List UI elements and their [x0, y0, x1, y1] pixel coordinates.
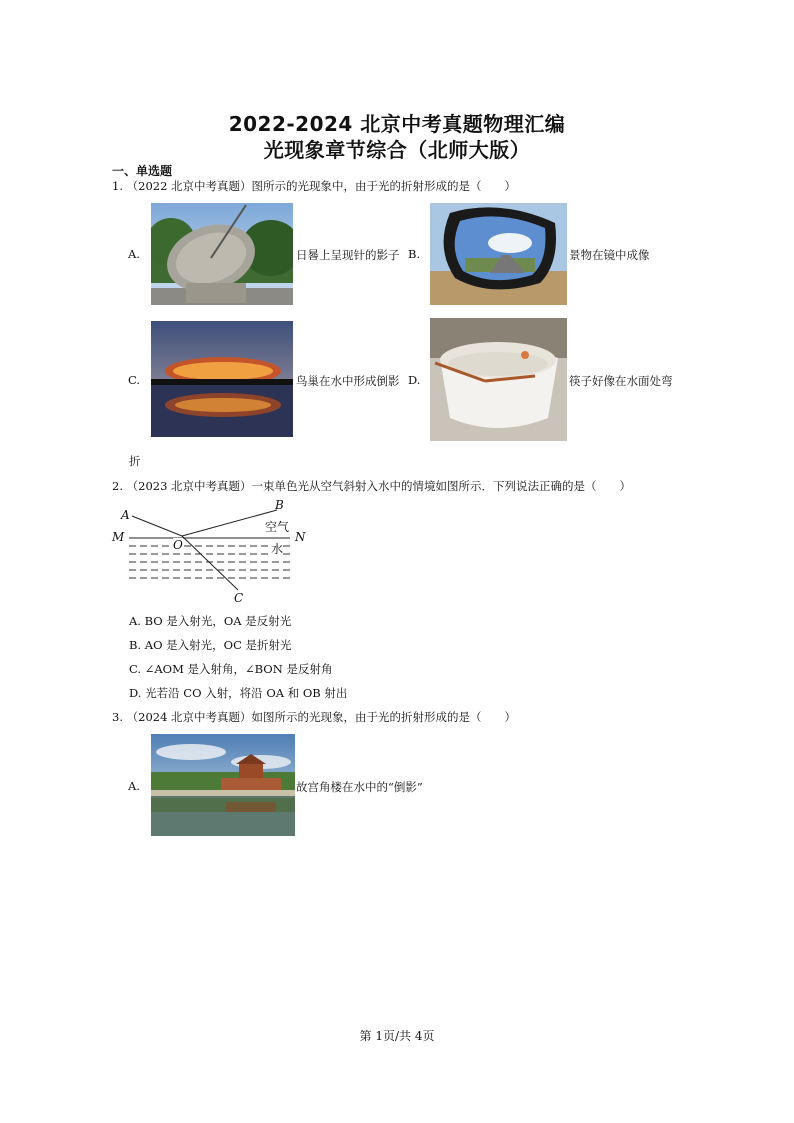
refraction-diagram	[112, 498, 312, 606]
diagram-label-air: 空气	[265, 520, 290, 534]
q1-option-c-letter: C.	[128, 373, 141, 387]
page-title: 2022-2024 北京中考真题物理汇编	[228, 112, 566, 136]
question-1-stem: 1. （2022 北京中考真题）图所示的光现象中，由于光的折射形成的是（ ）	[112, 179, 517, 193]
q3-option-a-letter: A.	[128, 779, 140, 793]
page-subtitle: 光现象章节综合（北师大版）	[263, 138, 531, 162]
diagram-label-c: C	[234, 591, 244, 605]
chopsticks-bowl-image	[430, 318, 567, 441]
car-mirror-image	[430, 203, 567, 305]
forbidden-city-image	[151, 734, 295, 836]
diagram-label-o: O	[173, 538, 183, 552]
q1-option-a-letter: A.	[128, 247, 140, 261]
diagram-label-water: 水	[271, 542, 284, 556]
q3-option-a-text: 故宫角楼在水中的“倒影”	[296, 780, 423, 794]
question-3-stem: 3. （2024 北京中考真题）如图所示的光现象，由于光的折射形成的是（ ）	[112, 710, 517, 724]
q2-option-b: B. AO 是入射光，OC 是折射光	[129, 638, 292, 652]
q2-option-c: C. ∠AOM 是入射角，∠BON 是反射角	[129, 662, 333, 676]
section-heading: 一、单选题	[112, 164, 173, 178]
sundial-image	[151, 203, 293, 305]
q1-option-d-text: 筷子好像在水面处弯	[569, 374, 673, 388]
q2-option-a: A. BO 是入射光，OA 是反射光	[129, 614, 292, 628]
diagram-label-a: A	[121, 508, 130, 522]
birds-nest-image	[151, 321, 293, 437]
page-footer: 第 1页/共 4页	[359, 1029, 435, 1043]
q1-option-b-letter: B.	[408, 247, 421, 261]
q2-option-d: D. 光若沿 CO 入射，将沿 OA 和 OB 射出	[129, 686, 348, 700]
q1-option-d-letter: D.	[408, 373, 421, 387]
q1-option-b-text: 景物在镜中成像	[569, 248, 650, 262]
q1-option-a-text: 日晷上呈现针的影子	[296, 248, 400, 262]
diagram-label-n: N	[295, 530, 306, 544]
q1-option-c-text: 鸟巢在水中形成倒影	[296, 374, 400, 388]
question-2-stem: 2. （2023 北京中考真题）一束单色光从空气斜射入水中的情境如图所示．下列说法正确的是（ ）	[112, 479, 632, 493]
diagram-label-m: M	[112, 530, 125, 544]
q1-option-d-wrap: 折	[129, 454, 141, 468]
diagram-label-b: B	[275, 498, 284, 512]
